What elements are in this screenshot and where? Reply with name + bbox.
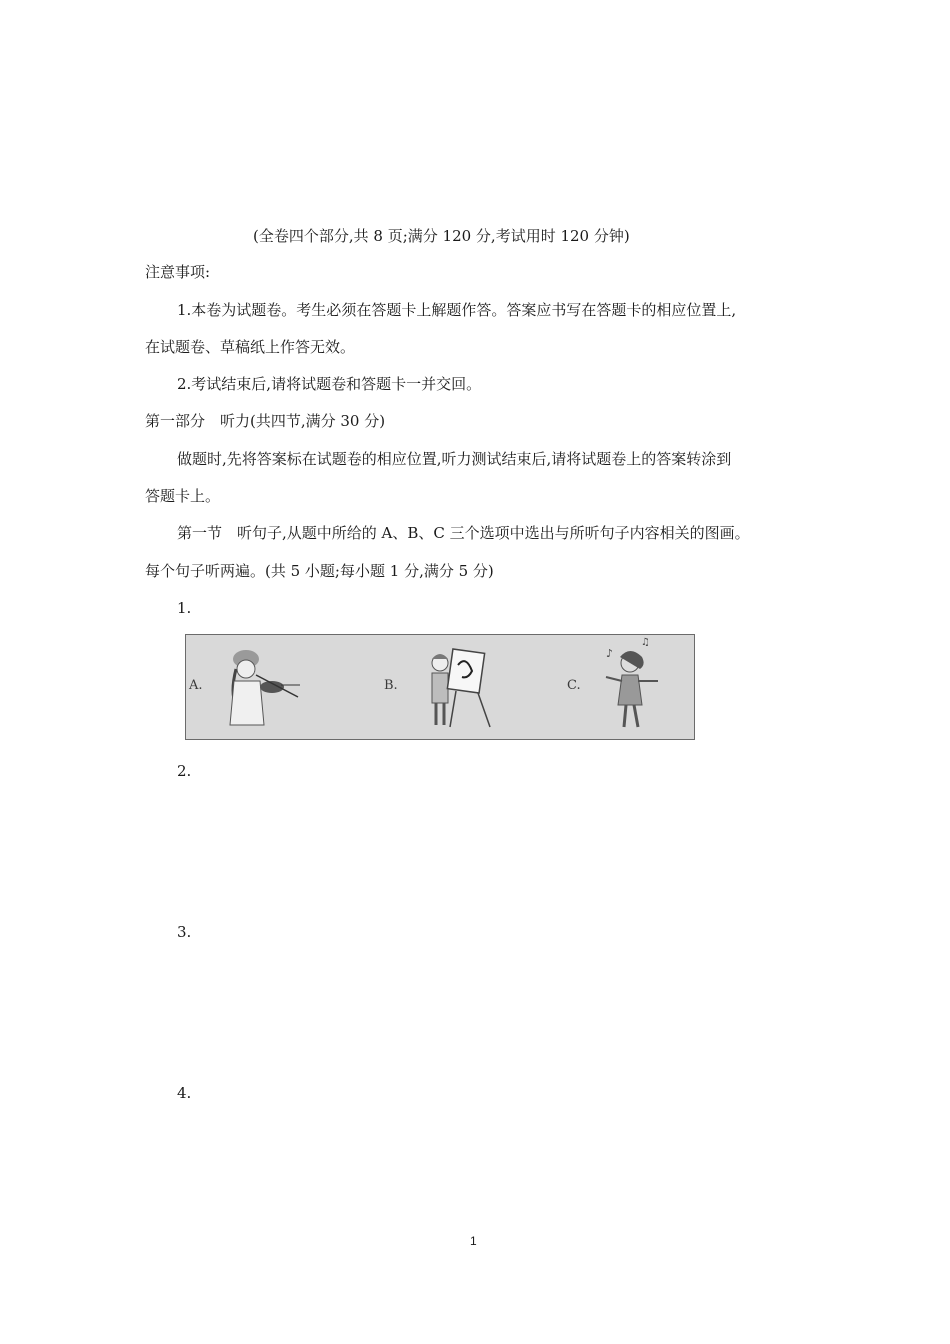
exam-header: (全卷四个部分,共 8 页;满分 120 分,考试用时 120 分钟) <box>253 227 630 245</box>
question-1-picture-options <box>185 634 695 740</box>
option-b-label: B. <box>384 678 398 693</box>
option-c-label: C. <box>567 678 581 693</box>
question-number-2: 2. <box>177 762 192 780</box>
svg-text:♫: ♫ <box>641 637 650 648</box>
svg-text:♪: ♪ <box>606 647 614 660</box>
option-a-violin-girl-image <box>188 650 300 725</box>
notice-item-2: 2.考试结束后,请将试题卷和答题卡一并交回。 <box>177 375 482 393</box>
question-number-3: 3. <box>177 923 192 941</box>
option-c-singing-girl-image <box>567 637 658 727</box>
part1-instruction-line2: 答题卡上。 <box>145 487 221 505</box>
section1-instruction-line2: 每个句子听两遍。(共 5 小题;每小题 1 分,满分 5 分) <box>145 562 494 580</box>
notice-title: 注意事项: <box>145 263 211 281</box>
option-a-label: A. <box>189 678 203 693</box>
notice-item-1-line1: 1.本卷为试题卷。考生必须在答题卡上解题作答。答案应书写在答题卡的相应位置上, <box>177 301 737 319</box>
part1-instruction-line1: 做题时,先将答案标在试题卷的相应位置,听力测试结束后,请将试题卷上的答案转涂到 <box>177 450 732 468</box>
question-number-1: 1. <box>177 599 192 617</box>
section1-instruction-line1: 第一节 听句子,从题中所给的 A、B、C 三个选项中选出与所听句子内容相关的图画。 <box>177 524 750 542</box>
page-number: 1 <box>470 1234 477 1248</box>
question-number-4: 4. <box>177 1084 192 1102</box>
part1-title: 第一部分 听力(共四节,满分 30 分) <box>145 412 386 430</box>
notice-item-1-line2: 在试题卷、草稿纸上作答无效。 <box>145 338 356 356</box>
option-b-painting-girl-image <box>384 649 490 727</box>
